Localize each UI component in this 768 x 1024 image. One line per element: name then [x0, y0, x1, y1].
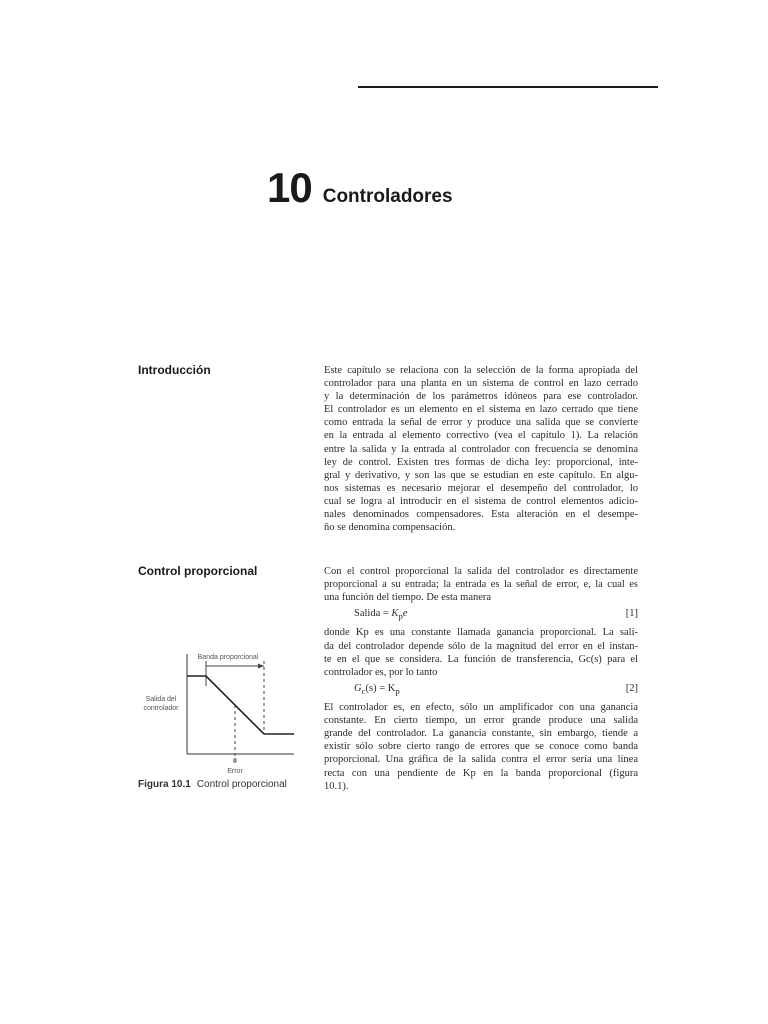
- text-line: nos sistemas es necesario mejorar el desempeño del controlador, lo: [324, 482, 638, 494]
- proportional-body: [324, 565, 638, 793]
- text-line: controlador es, por lo tanto: [324, 666, 438, 678]
- text-line: como entrada la señal de error y produce una salida que se convierte: [324, 417, 638, 429]
- band-arrowhead: [258, 664, 264, 669]
- text-line: da del controlador depende sólo de la magnitud del error en el instan-: [324, 640, 638, 652]
- text-line: constante. En cierto tiempo, un error grande produce una salida: [324, 715, 638, 727]
- figure-proportional-control: [136, 648, 296, 776]
- text-line: donde Kp es una constante llamada ganancia proporcional. La sali-: [324, 627, 638, 639]
- section-heading-introduction: Introducción: [138, 363, 211, 377]
- text-line: te en el que se considera. La función de transferencia, Gc(s) para el: [324, 653, 638, 665]
- introduction-body: [324, 364, 638, 534]
- chapter-number: 10: [267, 164, 312, 211]
- top-rule: [358, 86, 658, 88]
- band-label: Banda proporcional: [197, 654, 259, 661]
- figure-caption-text: Control proporcional: [196, 779, 287, 790]
- text-line: Este capítulo se relaciona con la selección de la forma apropiada del: [324, 365, 638, 376]
- text-line: nales denominados compensadores. Esta alteración en el desempe-: [324, 509, 638, 521]
- figure-caption-label: Figura 10.1: [138, 779, 191, 790]
- proportional-control-graph: [136, 648, 296, 776]
- equation-1-expression: Salida = $K_pe$: [354, 608, 408, 622]
- figure-caption: [138, 779, 287, 790]
- text-line: existir sólo sobre cierto rango de errores que se conoce como banda: [324, 741, 638, 753]
- text-line: entre la salida y la entrada al controlador con frecuencia se denomina: [324, 443, 638, 455]
- text-line: cual se logra al introducir en el sistema de control elementos adicio-: [324, 495, 638, 507]
- equation-1: [324, 604, 638, 626]
- text-line: proporcional a su entrada; la entrada es la señal de error, e, la cual es: [324, 579, 638, 591]
- text-line: 10.1).: [324, 780, 349, 792]
- text-line: en la entrada al elemento correctivo (vea el capítulo 1). La relación: [324, 430, 638, 442]
- equation-2: [324, 679, 638, 701]
- equation-1-number: [1]: [625, 608, 638, 620]
- chapter-title: Controladores: [322, 186, 453, 207]
- text-line: grande del controlador. La ganancia constante, sin embargo, tiende a: [324, 728, 638, 740]
- zero-tick-label: 0: [233, 758, 237, 765]
- text-line: ño se denomina compensación.: [324, 522, 456, 534]
- text-line: ley de control. Existen tres formas de dicha ley: proporcional, inte-: [324, 456, 638, 468]
- equation-2-expression: $G_c(s) = K_p$: [354, 682, 400, 696]
- text-line: una función del tiempo. De esta manera: [324, 592, 492, 604]
- section-heading-proportional: Control proporcional: [138, 564, 258, 578]
- y-axis-label-line2: controlador: [143, 705, 179, 712]
- y-axis-label-line1: Salida del: [145, 696, 177, 703]
- text-line: gral y derivativo, y son las que se estudian en este capítulo. En algu-: [324, 469, 638, 481]
- text-line: y la determinación de los parámetros idóneos para ese controlador.: [324, 391, 638, 403]
- text-line: Con el control proporcional la salida del controlador es directamente: [324, 566, 638, 577]
- controller-output-curve: [187, 676, 294, 734]
- text-line: El controlador es un elemento en el sistema en lazo cerrado que tiene: [324, 404, 638, 416]
- chapter-heading: [267, 164, 453, 212]
- equation-2-number: [2]: [625, 682, 638, 694]
- text-line: recta con una pendiente de Kp en la banda proporcional (figura: [324, 767, 638, 779]
- x-axis-label: Error: [227, 768, 243, 775]
- text-line: proporcional. Una gráfica de la salida contra el error sería una línea: [324, 754, 638, 766]
- text-line: controlador para una planta en un sistema de control en lazo cerrado: [324, 378, 638, 390]
- text-line: El controlador es, en efecto, sólo un amplificador con una ganancia: [324, 702, 638, 714]
